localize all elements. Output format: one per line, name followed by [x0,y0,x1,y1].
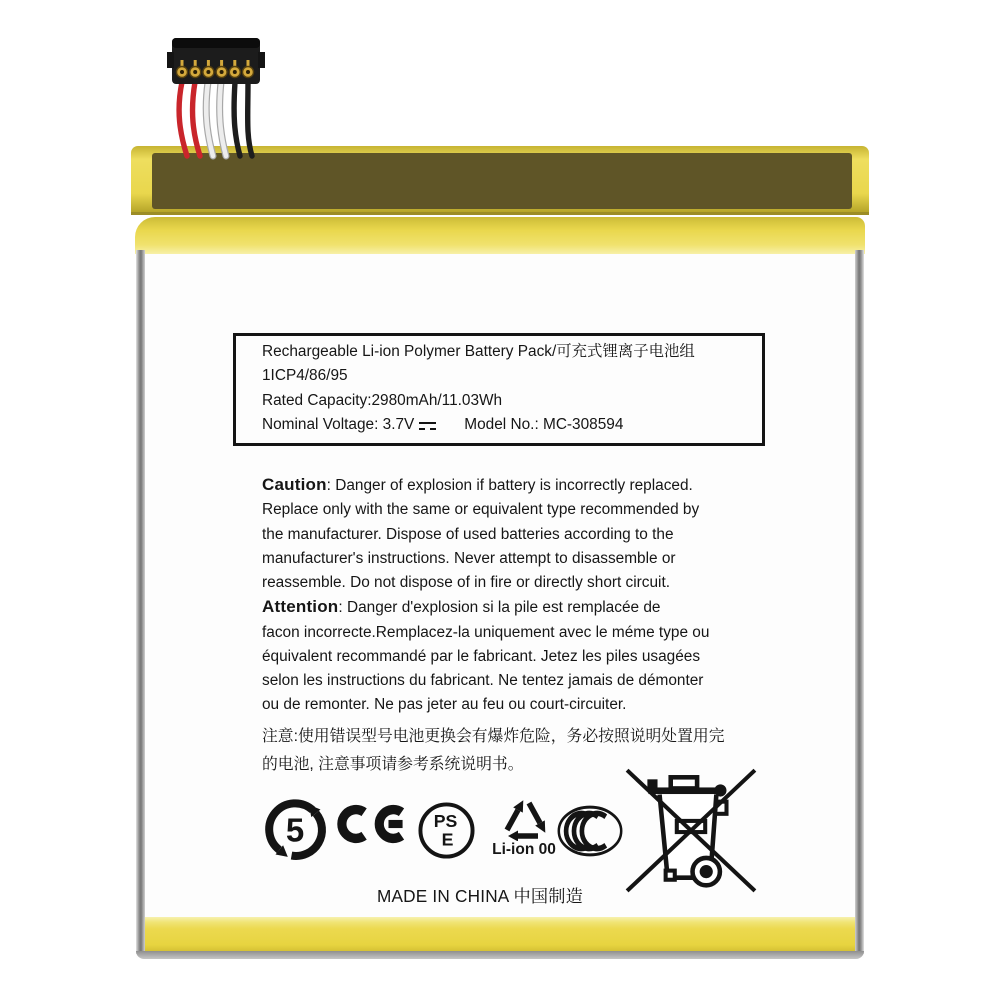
caution-line: Replace only with the same or equivalent type recommended by [262,501,700,519]
cn-warning-text: 注意:使用错误型号电池更换会有爆炸危险，务必按照说明处置用完 的电池, 注意事项请参考系统说明书。 [262,728,725,773]
attention-line: équivalent recommandé par le fabricant. Jetez les piles usagées [262,647,701,665]
dc-symbol-icon [419,421,436,432]
weee-crossed-bin-icon [620,756,762,898]
spec-line-title: Rechargeable Li-ion Polymer Battery Pack/可充式锂离子电池组 [262,343,695,360]
spec-line-voltage-model [262,413,762,437]
caution-line: reassemble. Do not dispose of in fire or directly short circuit. [262,574,671,591]
battery-bottom-edge [136,951,864,959]
battery-right-edge [855,250,864,954]
rohs-epup-icon [261,795,331,865]
caution-line: manufacturer's instructions. Never attempt to disassemble or [262,549,676,567]
made-in-china-label: MADE IN CHINA 中国制造 [377,886,584,906]
battery-connector [160,36,280,161]
attention-heading: Attention [262,597,339,617]
bottom-tape-band [145,917,855,954]
upper-tape-band [135,217,865,254]
pse-top-text: PS [433,811,458,832]
spec-line-cell-type: 1ICP4/86/95 [262,367,348,385]
attention-line: ou de remonter. Ne pas jeter au feu ou court-circuiter. [262,696,627,714]
connector-wires-graphic [160,36,280,161]
nominal-voltage-value: Nominal Voltage: 3.7V [262,416,415,434]
caution-line: the manufacturer. Dispose of used batteries according to the [262,525,674,543]
warning-text-block: Caution: Danger of explosion if battery is incorrectly replaced. Replace only with the same or equivalent type recommended by the manufacturer. Dispose of used batteries according to the manufacturer's instructions. Never attempt to disassemble or reassemble. Do not dispose of in fire or directly short circuit. Attention: Danger d'explosion si la pile est remplacée de facon incorrecte.Remplacez-la uniquement avec le méme type ou équivalent recommandé par le fabricant. Jetez les piles usagées selon les instructions du fabricant. Ne tentez jamais de démonter ou de remonter. Ne pas jeter au feu ou court-circuiter. [262,473,752,718]
spec-line-capacity: Rated Capacity:2980mAh/11.03Wh [262,391,503,409]
battery-left-edge [136,250,145,954]
attention-line: facon incorrecte.Remplacez-la uniquement avec le méme type ou [262,623,710,641]
caution-heading: Caution [262,475,327,494]
ccc-mark-icon [557,805,623,857]
rohs-years-number: 5 [285,811,305,849]
li-ion-label: Li-ion 00 [492,841,556,858]
pse-bottom-text: E [441,829,454,850]
kapton-strip [152,153,852,209]
model-number-value: Model No.: MC-308594 [464,416,624,434]
ce-mark-icon [337,804,413,844]
recycle-mobius-icon [484,791,564,859]
spec-label-box [233,333,765,446]
attention-line: selon les instructions du fabricant. Ne tentez jamais de démonter [262,672,704,689]
pse-mark-icon [417,801,476,860]
